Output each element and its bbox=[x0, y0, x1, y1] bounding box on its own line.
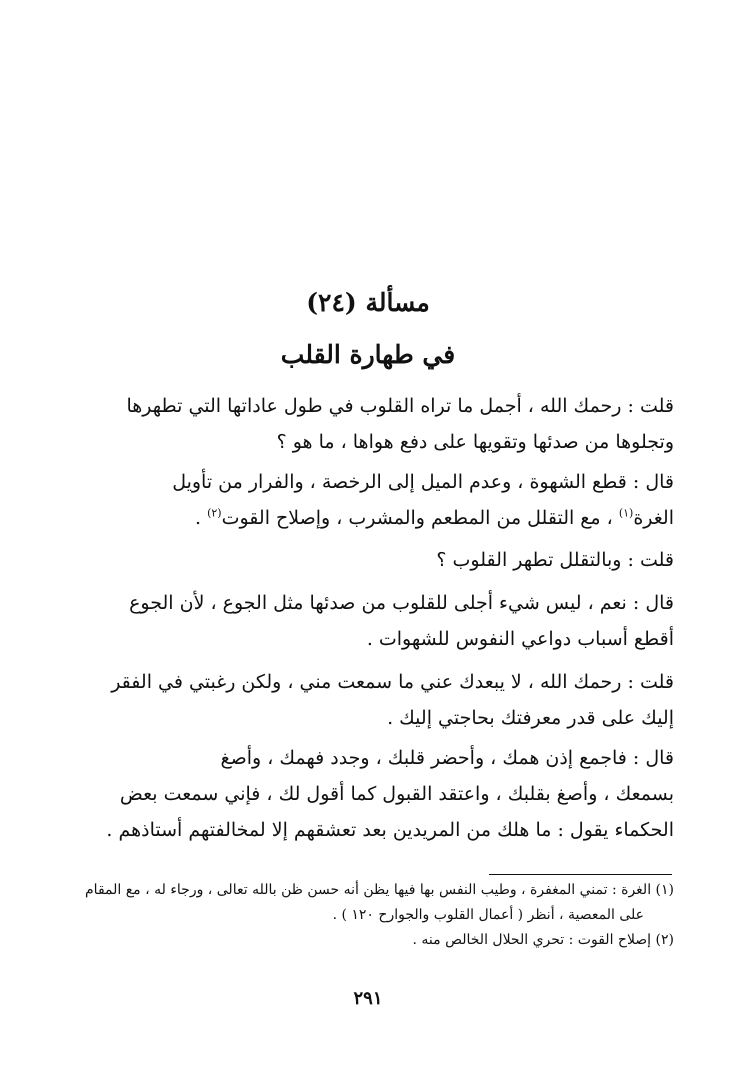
page-number: ٢٩١ bbox=[353, 988, 383, 1009]
paragraph-6 bbox=[62, 740, 674, 848]
paragraph-4 bbox=[62, 585, 674, 657]
paragraph-line: قال : قطع الشهوة ، وعدم الميل إلى الرخصة ، والفرار من تأويل bbox=[172, 471, 674, 493]
paragraph-line: إليك على قدر معرفتك بحاجتي إليك . bbox=[387, 707, 674, 729]
footnote-mark-2[interactable]: (٢) bbox=[207, 506, 222, 520]
paragraph-line: وتجلوها من صدئها وتقويها على دفع هواها ، ما هو ؟ bbox=[276, 431, 674, 453]
footnote-2: (٢) إصلاح القوت : تحري الحلال الخالص منه . bbox=[412, 932, 674, 948]
paragraph-3 bbox=[62, 542, 674, 578]
paragraph-line: قلت : رحمك الله ، لا يبعدك عني ما سمعت مني ، ولكن رغبتي في الفقر bbox=[111, 671, 674, 693]
footnotes bbox=[62, 878, 674, 953]
paragraph-text: . bbox=[194, 507, 208, 529]
paragraph-line: قلت : وبالتقلل تطهر القلوب ؟ bbox=[436, 549, 674, 571]
paragraph-line: قال : فاجمع إذن همك ، وأحضر قلبك ، وجدد فهمك ، وأصغ bbox=[220, 747, 674, 769]
paragraph-5 bbox=[62, 664, 674, 736]
paragraph-line: بسمعك ، وأصغ بقلبك ، واعتقد القبول كما أقول لك ، فإني سمعت بعض bbox=[119, 783, 674, 805]
footnote-1-continued: على المعصية ، أنظر ( أعمال القلوب والجوارح ١٢٠ ) . bbox=[332, 907, 644, 923]
paragraph-line: قلت : رحمك الله ، أجمل ما تراه القلوب في طول عاداتها التي تطهرها bbox=[126, 395, 674, 417]
footnote-mark-1[interactable]: (١) bbox=[618, 506, 634, 520]
paragraph-line: الحكماء يقول : ما هلك من المريدين بعد تعشقهم إلا لمخالفتهم أستاذهم . bbox=[106, 819, 674, 841]
paragraph-text: الغرة bbox=[633, 507, 674, 529]
section-title: مسألة (٢٤) bbox=[306, 288, 430, 317]
paragraph-text: ، مع التقلل من المطعم والمشرب ، وإصلاح القوت bbox=[221, 507, 619, 529]
footnote-divider bbox=[489, 874, 672, 875]
paragraph-line: أقطع أسباب دواعي النفوس للشهوات . bbox=[366, 628, 674, 650]
paragraph-1 bbox=[62, 388, 674, 460]
section-subtitle: في طهارة القلب bbox=[280, 340, 456, 369]
paragraph-2 bbox=[62, 464, 674, 536]
paragraph-line: قال : نعم ، ليس شيء أجلى للقلوب من صدئها مثل الجوع ، لأن الجوع bbox=[129, 592, 674, 614]
paragraph-line-with-notes bbox=[62, 500, 674, 536]
footnote-1: (١) الغرة : تمني المغفرة ، وطيب النفس بها فيها يظن أنه حسن ظن بالله تعالى ، ورجاء له ، مع المقام bbox=[85, 882, 674, 898]
